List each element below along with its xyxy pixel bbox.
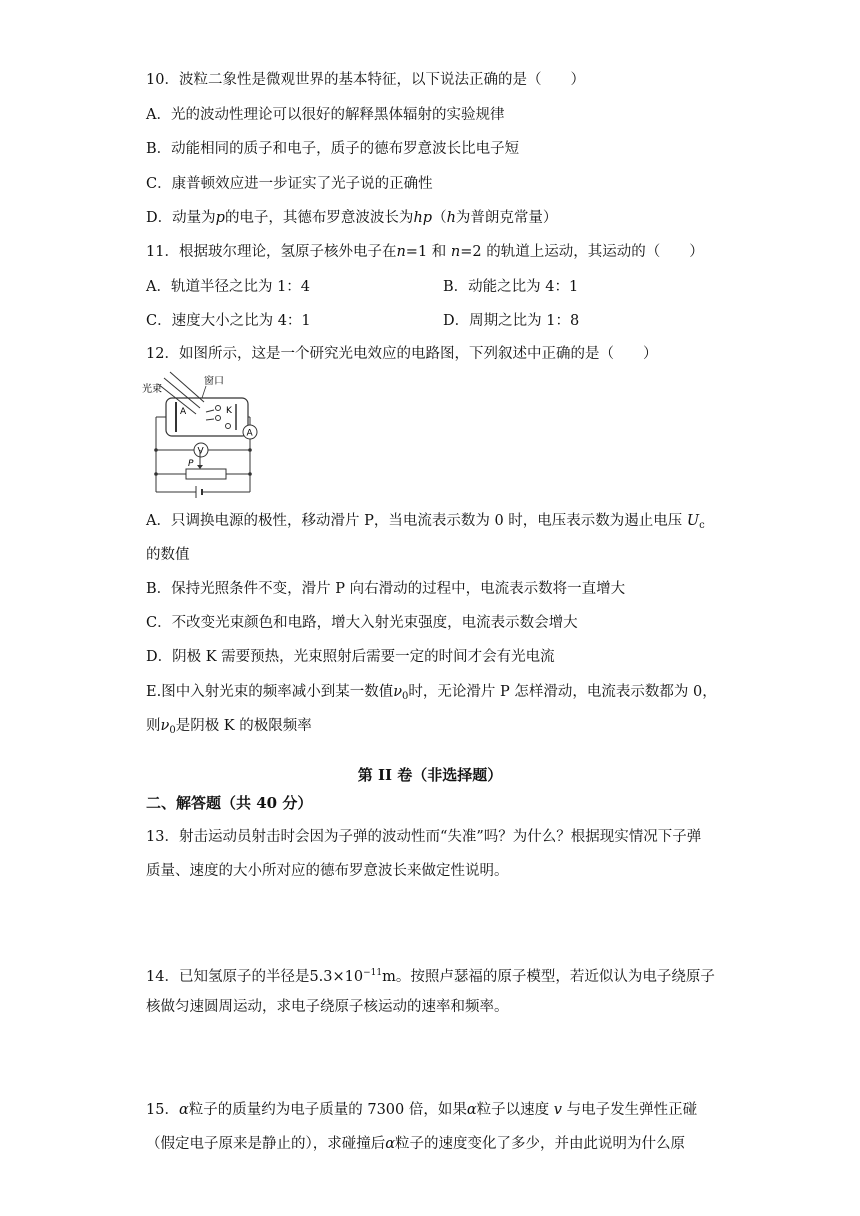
q11-option-b: B．动能之比为 4：1 — [443, 279, 579, 295]
q11-option-a: A．轨道半径之比为 1：4 — [146, 279, 311, 295]
q12-option-e-line1: E.图中入射光束的频率减小到某一数值$\nu_0$时，无论滑片 P 怎样滑动，电流表示数都为 0， — [146, 684, 717, 702]
hydrogen-radius-value: 5.3×10 — [309, 969, 364, 985]
q11-option-d: D．周期之比为 1：8 — [443, 313, 580, 329]
svg-text:V: V — [197, 446, 204, 457]
q15-line1: 15．α粒子的质量约为电子质量的 7300 倍，如果α粒子以速度 v 与电子发生弹性正碰 — [146, 1102, 698, 1118]
part2-title: 第 II 卷（非选择题） — [357, 766, 503, 784]
q12-option-b: B．保持光照条件不变，滑片 P 向右滑动的过程中，电流表示数将一直增大 — [146, 581, 626, 597]
section-heading: 二、解答题（共 40 分） — [146, 794, 313, 812]
svg-text:A: A — [246, 428, 253, 439]
svg-text:窗口: 窗口 — [204, 376, 224, 387]
q11-option-c: C．速度大小之比为 4：1 — [146, 313, 311, 329]
q13-line1: 13．射击运动员射击时会因为子弹的波动性而“失准”吗？为什么？根据现实情况下子弹 — [146, 829, 702, 845]
q12-option-e-line2: 则$\nu_0$是阴极 K 的极限频率 — [146, 718, 312, 736]
q12-stem: 12．如图所示，这是一个研究光电效应的电路图，下列叙述中正确的是（ ） — [146, 346, 658, 362]
q12-option-c: C．不改变光束颜色和电路，增大入射光束强度，电流表示数会增大 — [146, 615, 578, 631]
svg-text:P: P — [188, 459, 194, 469]
q11-stem: 11．根据玻尔理论，氢原子核外电子在n=1 和 n=2 的轨道上运动，其运动的（ ） — [146, 244, 704, 260]
q10-option-a: A．光的波动性理论可以很好的解释黑体辐射的实验规律 — [146, 107, 505, 123]
q12-option-a-line2: 的数值 — [146, 547, 190, 563]
svg-text:K: K — [226, 406, 232, 416]
q12-option-a-line1: A．只调换电源的极性，移动滑片 P，当电流表示数为 0 时，电压表示数为遏止电压 $U_c$ — [146, 513, 705, 531]
q10-option-c: C．康普顿效应进一步证实了光子说的正确性 — [146, 176, 433, 192]
svg-text:A: A — [180, 407, 187, 417]
wavelength-formula: hp — [413, 210, 433, 226]
q14-line1: 14．已知氢原子的半径是$5.3\times 10^{-11}m$。按照卢瑟福的原子模型，若近似认为电子绕原子 — [146, 968, 715, 985]
svg-text:光束: 光束 — [142, 384, 162, 395]
q10-option-d: D．动量为p的电子，其德布罗意波波长为hp（h为普朗克常量） — [146, 210, 558, 226]
q14-line2: 核做匀速圆周运动，求电子绕原子核运动的速率和频率。 — [146, 999, 509, 1015]
q12-option-d: D．阴极 K 需要预热，光束照射后需要一定的时间才会有光电流 — [146, 649, 555, 665]
q10-option-b: B．动能相同的质子和电子，质子的德布罗意波长比电子短 — [146, 141, 520, 157]
photoelectric-circuit-figure — [140, 370, 270, 500]
q13-line2: 质量、速度的大小所对应的德布罗意波长来做定性说明。 — [146, 863, 509, 879]
q10-stem: 10．波粒二象性是微观世界的基本特征，以下说法正确的是（ ） — [146, 72, 585, 88]
q15-line2: （假定电子原来是静止的），求碰撞后α粒子的速度变化了多少，并由此说明为什么原 — [146, 1136, 686, 1152]
